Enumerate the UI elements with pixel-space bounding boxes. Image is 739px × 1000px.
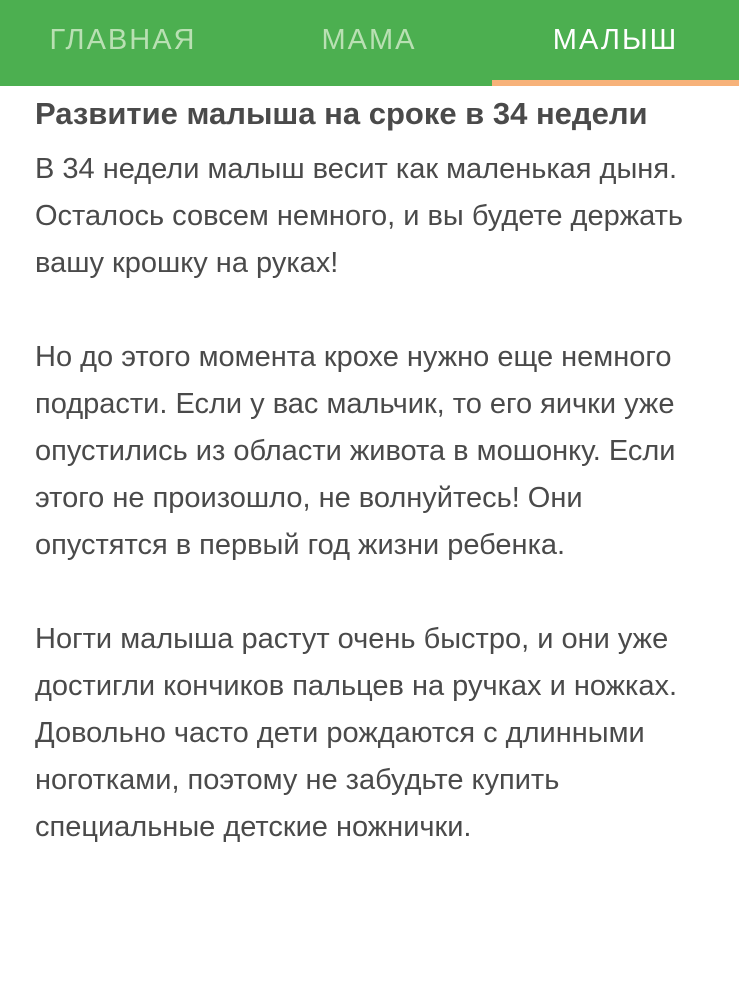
article-paragraph-2: Но до этого момента крохе нужно еще немного подрасти. Если у вас мальчик, то его яички уже опустились из области живота в мошонку. Если этого не произошло, не волнуйтесь! Они опустятся в первый год жизни ребенка. (35, 341, 676, 561)
article-content (35, 92, 715, 851)
article-title: Развитие малыша на сроке в 34 недели (35, 96, 648, 131)
tab-mom[interactable]: МАМА (321, 24, 417, 56)
active-tab-indicator (492, 80, 739, 86)
article-paragraph-1: В 34 недели малыш весит как маленькая дыня. Осталось совсем немного, и вы будете держать вашу крошку на руках! (35, 153, 684, 279)
tab-baby[interactable]: МАЛЫШ (552, 24, 679, 56)
article-paragraph-3: Ногти малыша растут очень быстро, и они уже достигли кончиков пальцев на ручках и ножках. Довольно часто дети рождаются с длинными ноготками, поэтому не забудьте купить специальные детские ножнички. (35, 623, 678, 843)
tab-bar (0, 0, 739, 86)
tab-main[interactable]: ГЛАВНАЯ (49, 24, 197, 56)
